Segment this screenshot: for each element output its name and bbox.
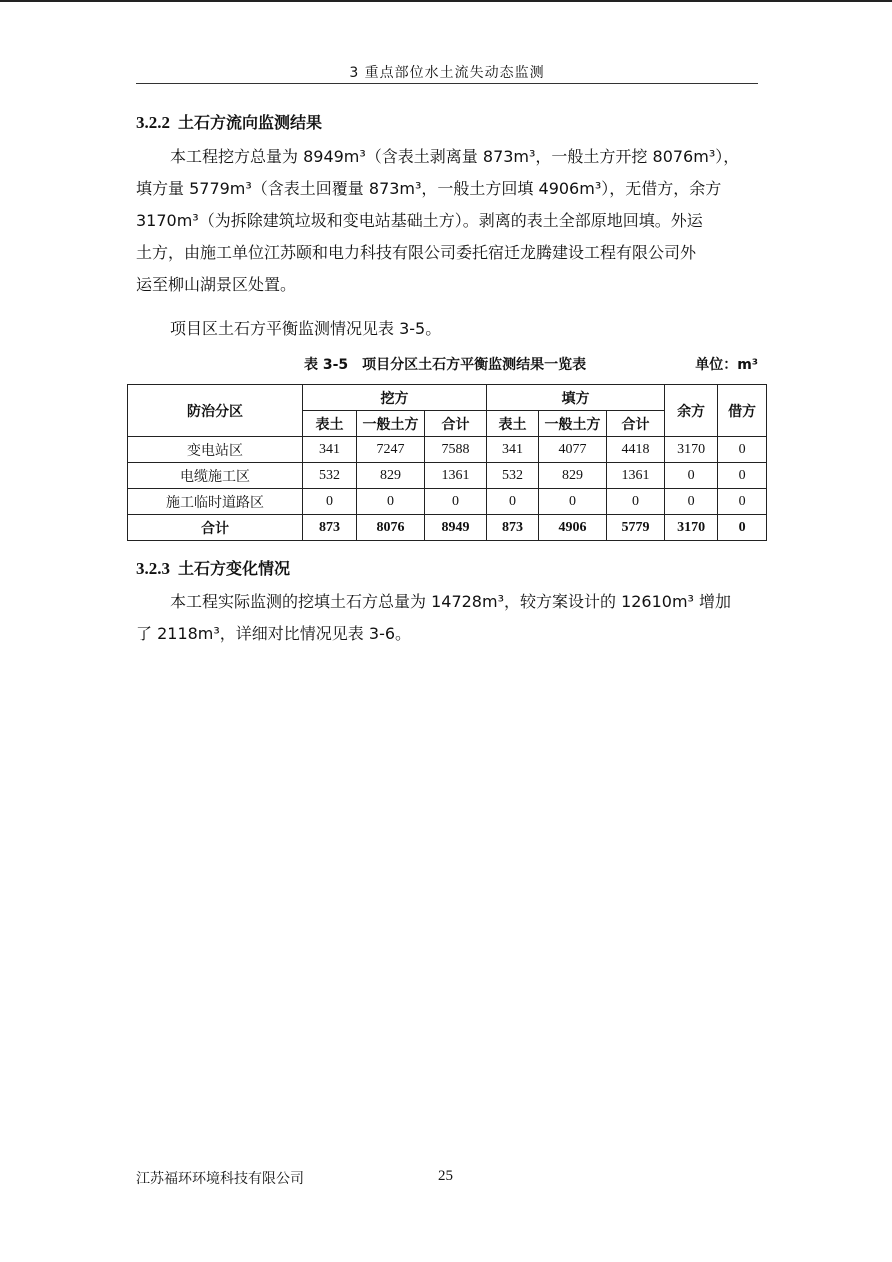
cell-ex-topsoil: 532 (303, 463, 357, 489)
cell-fill-total: 4418 (607, 437, 665, 463)
cell-surplus: 3170 (665, 515, 718, 541)
subheader-general: 一般土方 (357, 411, 425, 437)
header-borrow: 借方 (718, 385, 767, 437)
cell-fill-total: 1361 (607, 463, 665, 489)
cell-fill-total: 5779 (607, 515, 665, 541)
cell-zone: 变电站区 (128, 437, 303, 463)
subheader-total: 合计 (607, 411, 665, 437)
cell-borrow: 0 (718, 515, 767, 541)
cell-fill-general: 4906 (539, 515, 607, 541)
table-row (128, 489, 767, 515)
paragraph-line: 土方，由施工单位江苏颐和电力科技有限公司委托宿迁龙腾建设工程有限公司外 (136, 243, 697, 262)
cell-zone: 施工临时道路区 (128, 489, 303, 515)
page-number: 25 (438, 1168, 453, 1184)
cell-fill-general: 4077 (539, 437, 607, 463)
cell-fill-topsoil: 341 (487, 437, 539, 463)
section-title: 土石方变化情况 (178, 559, 291, 578)
paragraph-line: 项目区土石方平衡监测情况见表 3-5。 (170, 319, 442, 338)
cell-fill-topsoil: 532 (487, 463, 539, 489)
section-heading-3-2-2 (136, 110, 322, 133)
paragraph-line: 了 2118m³，详细对比情况见表 3-6。 (136, 624, 412, 643)
cell-fill-total: 0 (607, 489, 665, 515)
paragraph-line: 填方量 5779m³（含表土回覆量 873m³，一般土方回填 4906m³），无借方，余方 (136, 179, 722, 198)
section-number: 3.2.2 (136, 113, 170, 132)
top-border (0, 0, 892, 2)
table-total-row (128, 515, 767, 541)
cell-ex-general: 8076 (357, 515, 425, 541)
header-zone: 防治分区 (128, 385, 303, 437)
subheader-total: 合计 (425, 411, 487, 437)
header-rule (136, 83, 758, 84)
paragraph-line: 3170m³（为拆除建筑垃圾和变电站基础土方）。剥离的表土全部原地回填。外运 (136, 211, 703, 230)
subheader-topsoil: 表土 (303, 411, 357, 437)
paragraph-table-reference (136, 313, 758, 345)
paragraph-line: 本工程挖方总量为 8949m³（含表土剥离量 873m³，一般土方开挖 8076m³）， (170, 147, 740, 166)
cell-borrow: 0 (718, 463, 767, 489)
cell-borrow: 0 (718, 489, 767, 515)
cell-fill-general: 0 (539, 489, 607, 515)
cell-ex-total: 0 (425, 489, 487, 515)
cell-ex-topsoil: 873 (303, 515, 357, 541)
earthwork-balance-table (127, 384, 767, 541)
cell-ex-total: 7588 (425, 437, 487, 463)
cell-ex-general: 0 (357, 489, 425, 515)
cell-ex-topsoil: 0 (303, 489, 357, 515)
cell-ex-general: 7247 (357, 437, 425, 463)
paragraph-earthwork-flow (136, 141, 758, 301)
subheader-topsoil: 表土 (487, 411, 539, 437)
section-title: 土石方流向监测结果 (178, 113, 323, 132)
cell-ex-total: 8949 (425, 515, 487, 541)
paragraph-earthwork-change (136, 586, 758, 650)
running-header: 3 重点部位水土流失动态监测 (349, 65, 545, 81)
cell-surplus: 0 (665, 489, 718, 515)
cell-zone: 电缆施工区 (128, 463, 303, 489)
table-row (128, 463, 767, 489)
cell-ex-general: 829 (357, 463, 425, 489)
table-row (128, 437, 767, 463)
cell-ex-total: 1361 (425, 463, 487, 489)
cell-fill-general: 829 (539, 463, 607, 489)
cell-zone: 合计 (128, 515, 303, 541)
header-fill: 填方 (487, 385, 665, 411)
table-title: 表 3-5 项目分区土石方平衡监测结果一览表 (304, 357, 587, 373)
cell-borrow: 0 (718, 437, 767, 463)
cell-fill-topsoil: 873 (487, 515, 539, 541)
cell-surplus: 3170 (665, 437, 718, 463)
header-excavation: 挖方 (303, 385, 487, 411)
header-surplus: 余方 (665, 385, 718, 437)
cell-surplus: 0 (665, 463, 718, 489)
paragraph-line: 本工程实际监测的挖填土石方总量为 14728m³，较方案设计的 12610m³ 增加 (170, 592, 732, 611)
table-unit: 单位：m³ (695, 357, 758, 373)
section-number: 3.2.3 (136, 559, 170, 578)
footer-company: 江苏福环环境科技有限公司 (136, 1171, 304, 1187)
subheader-general: 一般土方 (539, 411, 607, 437)
cell-fill-topsoil: 0 (487, 489, 539, 515)
paragraph-line: 运至柳山湖景区处置。 (136, 275, 297, 294)
section-heading-3-2-3 (136, 556, 290, 579)
cell-ex-topsoil: 341 (303, 437, 357, 463)
